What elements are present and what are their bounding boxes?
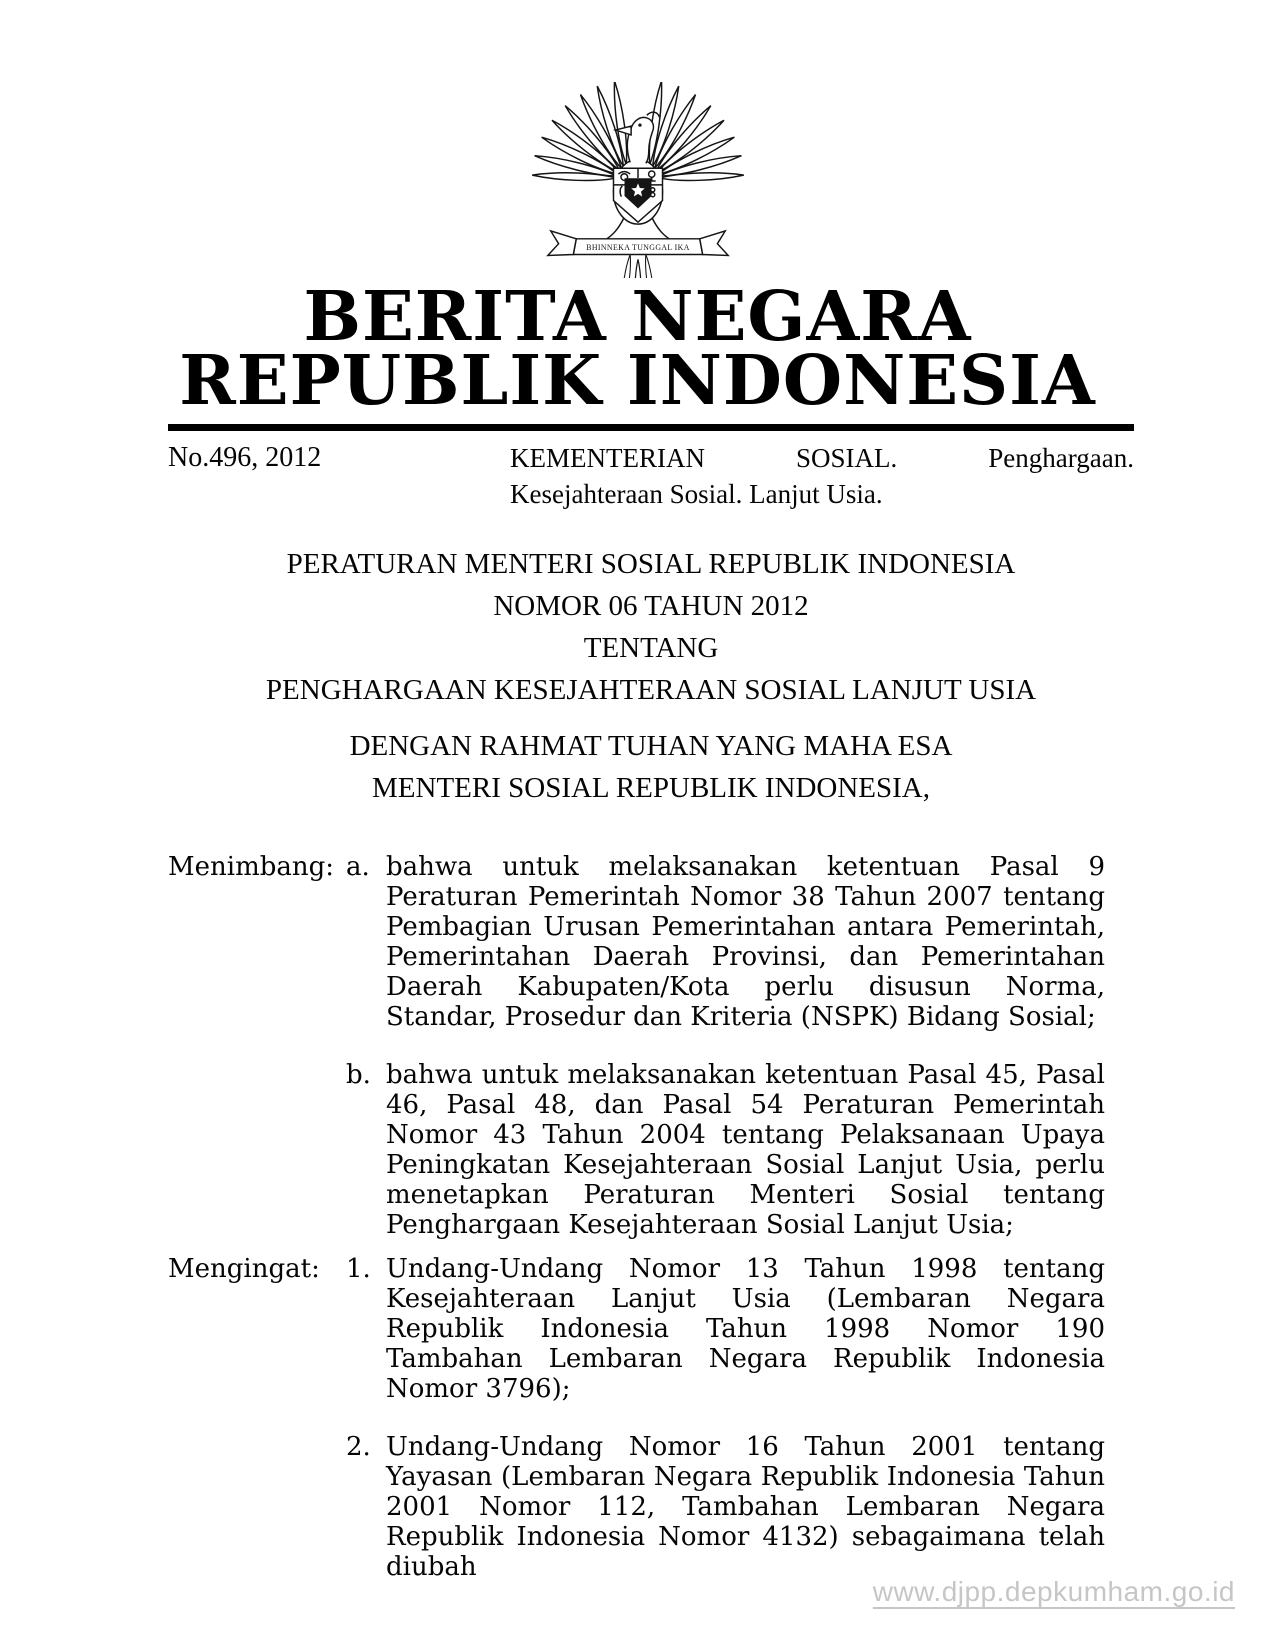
label-text: Menimbang <box>168 852 326 882</box>
list-item <box>346 852 1105 1032</box>
item-text: Undang-Undang Nomor 13 Tahun 1998 tentang Kesejahteraan Lanjut Usia (Lembaran Negara Republik Indonesia Tahun 1998 Nomor 190 Tambahan Lembaran Negara Republik Indonesia Nomor 3796); <box>386 1254 1105 1404</box>
item-marker: 2. <box>346 1432 371 1462</box>
masthead-info-row <box>168 440 1134 512</box>
issue-number: No.496, 2012 <box>168 442 322 473</box>
considering-label <box>168 852 335 882</box>
list-item <box>346 1432 1105 1582</box>
heading-line-tentang: TENTANG <box>583 632 719 664</box>
subject-line2: Kesejahteraan Sosial. Lanjut Usia. <box>510 479 883 509</box>
item-marker: b. <box>346 1060 371 1090</box>
garuda-pancasila-emblem <box>510 82 766 278</box>
label-text: Mengingat <box>168 1254 312 1284</box>
subject-word: SOSIAL. <box>796 443 898 473</box>
clauses-section <box>168 852 1105 1582</box>
heading-line-subject: PENGHARGAAN KESEJAHTERAAN SOSIAL LANJUT USIA <box>265 674 1037 706</box>
considering-row <box>168 852 1105 1240</box>
recalling-items <box>346 1254 1105 1582</box>
item-text: Undang-Undang Nomor 16 Tahun 2001 tentang Yayasan (Lembaran Negara Republik Indonesia Tahun 2001 Nomor 112, Tambahan Lembaran Negara Republik Indonesia Nomor 4132) sebagaimana telah diubah <box>386 1432 1105 1582</box>
list-item <box>346 1060 1105 1240</box>
regulation-heading <box>168 543 1134 809</box>
subject-line1 <box>510 440 1134 476</box>
considering-items <box>346 852 1105 1240</box>
recalling-row <box>168 1254 1105 1582</box>
garuda-icon <box>510 82 766 278</box>
recalling-label <box>168 1254 320 1284</box>
subject-word: KEMENTERIAN <box>510 443 705 473</box>
invocation-line: DENGAN RAHMAT TUHAN YANG MAHA ESA <box>349 730 953 762</box>
authority-line: MENTERI SOSIAL REPUBLIK INDONESIA, <box>372 772 930 804</box>
heading-line-number: NOMOR 06 TAHUN 2012 <box>493 590 809 622</box>
item-text: bahwa untuk melaksanakan ketentuan Pasal 45, Pasal 46, Pasal 48, dan Pasal 54 Peraturan Pemerintah Nomor 43 Tahun 2004 tentang Pelaksanaan Upaya Peningkatan Kesejahteraan Sosial Lanjut Usia, perlu menetapkan Peraturan Menteri Sosial tentang Penghargaan Kesejahteraan Sosial Lanjut Usia; <box>386 1060 1105 1240</box>
label-colon: : <box>325 852 335 882</box>
list-item <box>346 1254 1105 1404</box>
emblem-motto: BHINNEKA TUNGGAL IKA <box>585 243 690 253</box>
heading-line-regulation: PERATURAN MENTERI SOSIAL REPUBLIK INDONESIA <box>286 548 1016 580</box>
item-text: bahwa untuk melaksanakan ketentuan Pasal 9 Peraturan Pemerintah Nomor 38 Tahun 2007 tentang Pembagian Urusan Pemerintahan antara Pemerintah, Pemerintahan Daerah Provinsi, dan Pemerintahan Daerah Kabupaten/Kota perlu disusun Norma, Standar, Prosedur dan Kriteria (NSPK) Bidang Sosial; <box>386 852 1105 1032</box>
gazette-title <box>0 277 1275 421</box>
item-marker: a. <box>346 852 370 882</box>
subject-word: Penghargaan. <box>988 443 1134 473</box>
gazette-title-line2: REPUBLIK INDONESIA <box>179 341 1096 421</box>
gazette-title-line1: BERITA NEGARA <box>303 277 972 357</box>
subject-keywords <box>510 440 1134 512</box>
watermark-url: www.djpp.depkumham.go.id <box>872 1576 1235 1607</box>
item-marker: 1. <box>346 1254 371 1284</box>
masthead-rule <box>168 424 1134 431</box>
label-colon: : <box>311 1254 320 1284</box>
